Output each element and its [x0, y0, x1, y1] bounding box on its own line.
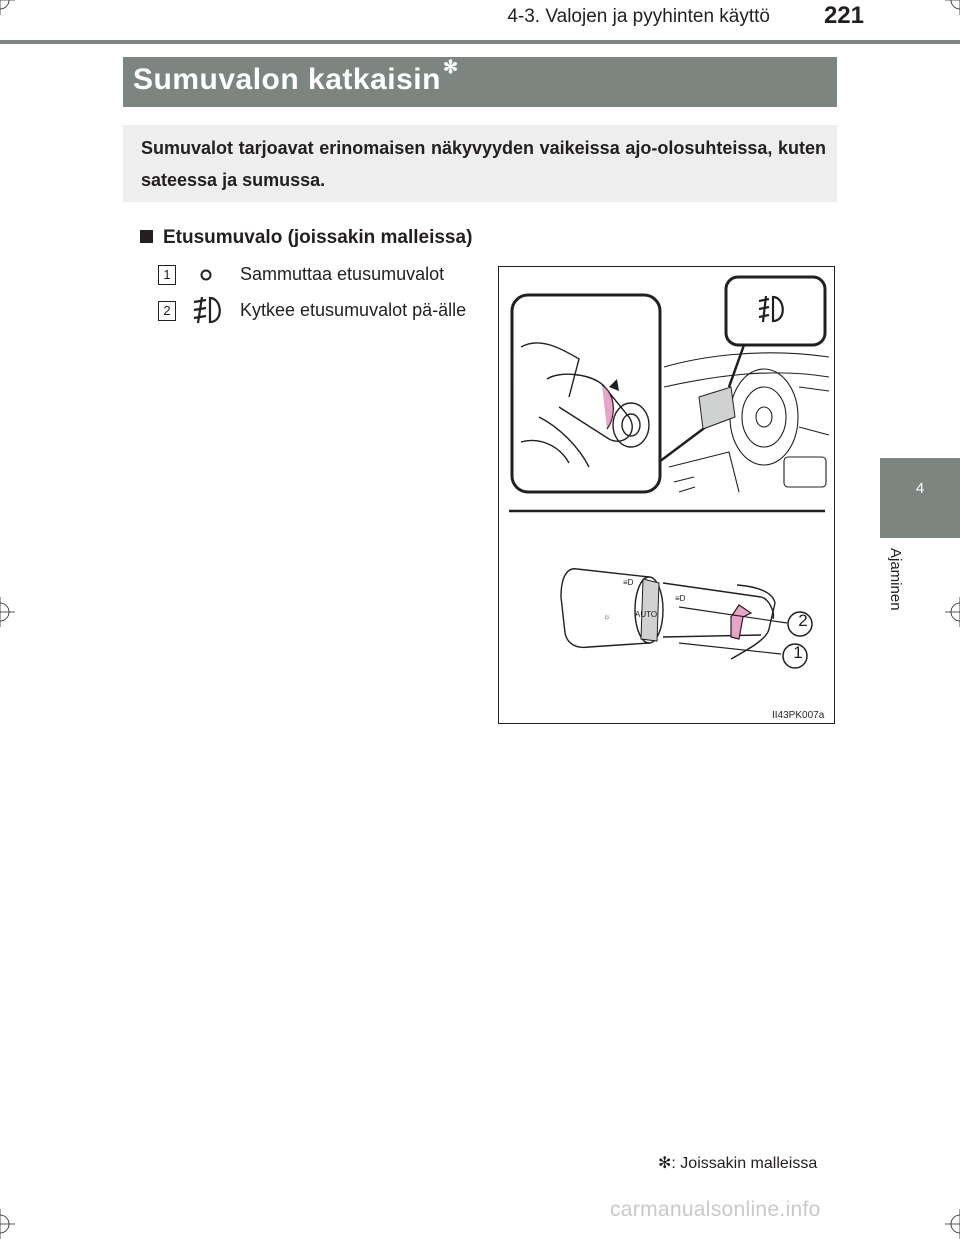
svg-text:≡D: ≡D — [675, 594, 686, 603]
watermark: carmanualsonline.info — [610, 1198, 821, 1221]
footnote — [658, 1153, 817, 1173]
front-fog-light-icon — [188, 294, 228, 326]
intro-text: Sumuvalot tarjoavat erinomaisen näkyvyyden vaikeissa ajo-olosuhteissa, kuten sateessa ja sumussa. — [141, 138, 826, 190]
chapter-tab — [880, 458, 960, 538]
svg-text:≡D: ≡D — [623, 578, 634, 587]
chapter-number: 4 — [915, 480, 925, 497]
title-text: Sumuvalon katkaisin — [133, 63, 441, 96]
registration-mark — [0, 0, 15, 15]
registration-mark — [945, 0, 960, 15]
square-bullet-icon — [140, 230, 153, 243]
callout-number: 1 — [793, 643, 803, 662]
section-heading-text: Etusumuvalo (joissakin malleissa) — [163, 227, 473, 248]
svg-text:AUTO: AUTO — [635, 610, 658, 619]
off-circle-icon — [198, 267, 214, 283]
footnote-text: : Joissakin malleissa — [671, 1155, 818, 1172]
item-text: Kytkee etusumuvalot pä-älle — [240, 300, 467, 320]
figure — [498, 266, 835, 724]
item-text: Sammuttaa etusumuvalot — [240, 264, 445, 284]
page-number: 221 — [823, 2, 864, 29]
running-header: 4-3. Valojen ja pyyhinten käyttö — [507, 6, 770, 27]
registration-mark — [0, 597, 15, 627]
svg-text:☼: ☼ — [603, 612, 611, 621]
section-heading — [140, 227, 472, 249]
header-rule — [0, 40, 960, 44]
asterisk-icon: ✻ — [442, 57, 459, 77]
item-number: 1 — [158, 265, 176, 285]
item-number: 2 — [158, 301, 176, 321]
registration-mark — [945, 597, 960, 627]
page-title — [133, 57, 459, 97]
chapter-label: Ajaminen — [887, 548, 904, 611]
registration-mark — [0, 1209, 15, 1239]
illustration — [499, 267, 834, 723]
callout-number: 2 — [798, 611, 808, 630]
registration-mark — [945, 1209, 960, 1239]
figure-code: II43PK007a — [772, 710, 825, 721]
asterisk-icon: ✻ — [658, 1155, 672, 1172]
